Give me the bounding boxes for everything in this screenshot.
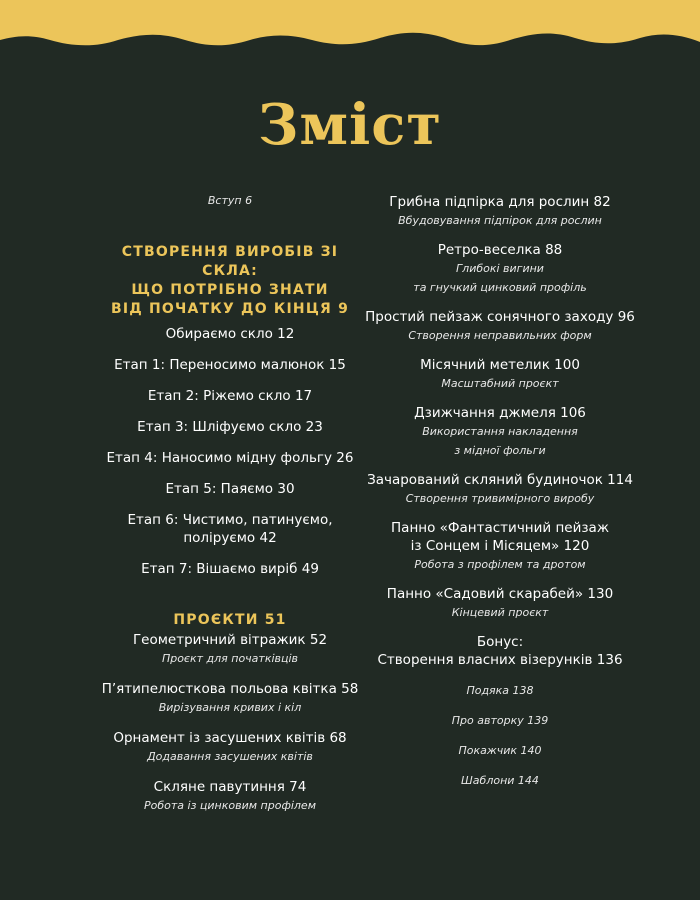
toc-project-subtitle: Додавання засушених квітів — [147, 750, 313, 763]
toc-back-matter: Про авторку 139 — [451, 714, 549, 727]
toc-bonus-title: Бонус: Створення власних візерунків 136 — [377, 634, 623, 668]
toc-project-subtitle: Масштабний проєкт — [441, 377, 559, 390]
toc-project-subtitle: Вирізування кривих і кіл — [158, 701, 302, 714]
toc-back-matter: Шаблони 144 — [461, 774, 539, 787]
toc-project-title: Скляне павутиння 74 — [153, 779, 307, 795]
toc-step: Етап 1: Переносимо малюнок 15 — [114, 357, 346, 373]
toc-step: Етап 6: Чистимо, патинуємо, поліруємо 42 — [127, 512, 333, 546]
toc-project-subtitle: Робота з профілем та дротом — [414, 558, 586, 571]
toc-project-subtitle: Проєкт для початківців — [161, 652, 299, 665]
toc-left-column — [100, 193, 360, 815]
toc-project-title: Панно «Садовий скарабей» 130 — [386, 586, 614, 602]
toc-project-title: Простий пейзаж сонячного заходу 96 — [365, 309, 635, 325]
toc-project-subtitle: Глибокі вигини та гнучкий цинковий профіль — [413, 262, 587, 294]
toc-project-title: Панно «Фантастичний пейзаж із Сонцем і Місяцем» 120 — [391, 520, 609, 554]
toc-back-matter: Покажчик 140 — [458, 744, 542, 757]
toc-project-title: Грибна підпірка для рослин 82 — [389, 194, 611, 210]
toc-project-title: Дзижчання джмеля 106 — [414, 405, 586, 421]
toc-back-matter: Подяка 138 — [466, 684, 534, 697]
toc-step: Етап 7: Вішаємо виріб 49 — [141, 561, 319, 577]
toc-intro: Вступ 6 — [207, 194, 253, 207]
toc-project-subtitle: Робота із цинковим профілем — [143, 799, 316, 812]
toc-project-title: Зачарований скляний будиночок 114 — [367, 472, 633, 488]
toc-project-title: Ретро-веселка 88 — [437, 242, 563, 258]
toc-project-title: П’ятипелюсткова польова квітка 58 — [101, 681, 359, 697]
toc-project-subtitle: Створення тривимірного виробу — [405, 492, 595, 505]
toc-project-subtitle: Використання накладення з мідної фольги — [422, 425, 578, 457]
page-title: Зміст — [257, 92, 443, 158]
toc-project-subtitle: Створення неправильних форм — [408, 329, 592, 342]
toc-step: Етап 2: Ріжемо скло 17 — [147, 388, 313, 404]
toc-project-title: Геометричний вітражик 52 — [132, 632, 328, 648]
toc-project-title: Місячний метелик 100 — [420, 357, 580, 373]
toc-step: Етап 3: Шліфуємо скло 23 — [137, 419, 323, 435]
section-heading-glass: СТВОРЕННЯ ВИРОБІВ ЗІ СКЛА: ЩО ПОТРІБНО ЗНАТИ ВІД ПОЧАТКУ ДО КІНЦЯ 9 — [110, 244, 350, 317]
toc-project-subtitle: Вбудовування підпірок для рослин — [398, 214, 602, 227]
toc-project-subtitle: Кінцевий проєкт — [451, 606, 549, 619]
section-heading-projects: ПРОЄКТИ 51 — [173, 612, 287, 628]
toc-project-title: Орнамент із засушених квітів 68 — [113, 730, 347, 746]
toc-right-column — [355, 193, 645, 789]
top-wave-decoration — [0, 0, 700, 60]
toc-step: Етап 5: Паяємо 30 — [165, 481, 295, 497]
toc-step: Етап 4: Наносимо мідну фольгу 26 — [106, 450, 354, 466]
toc-step: Обираємо скло 12 — [165, 326, 295, 342]
